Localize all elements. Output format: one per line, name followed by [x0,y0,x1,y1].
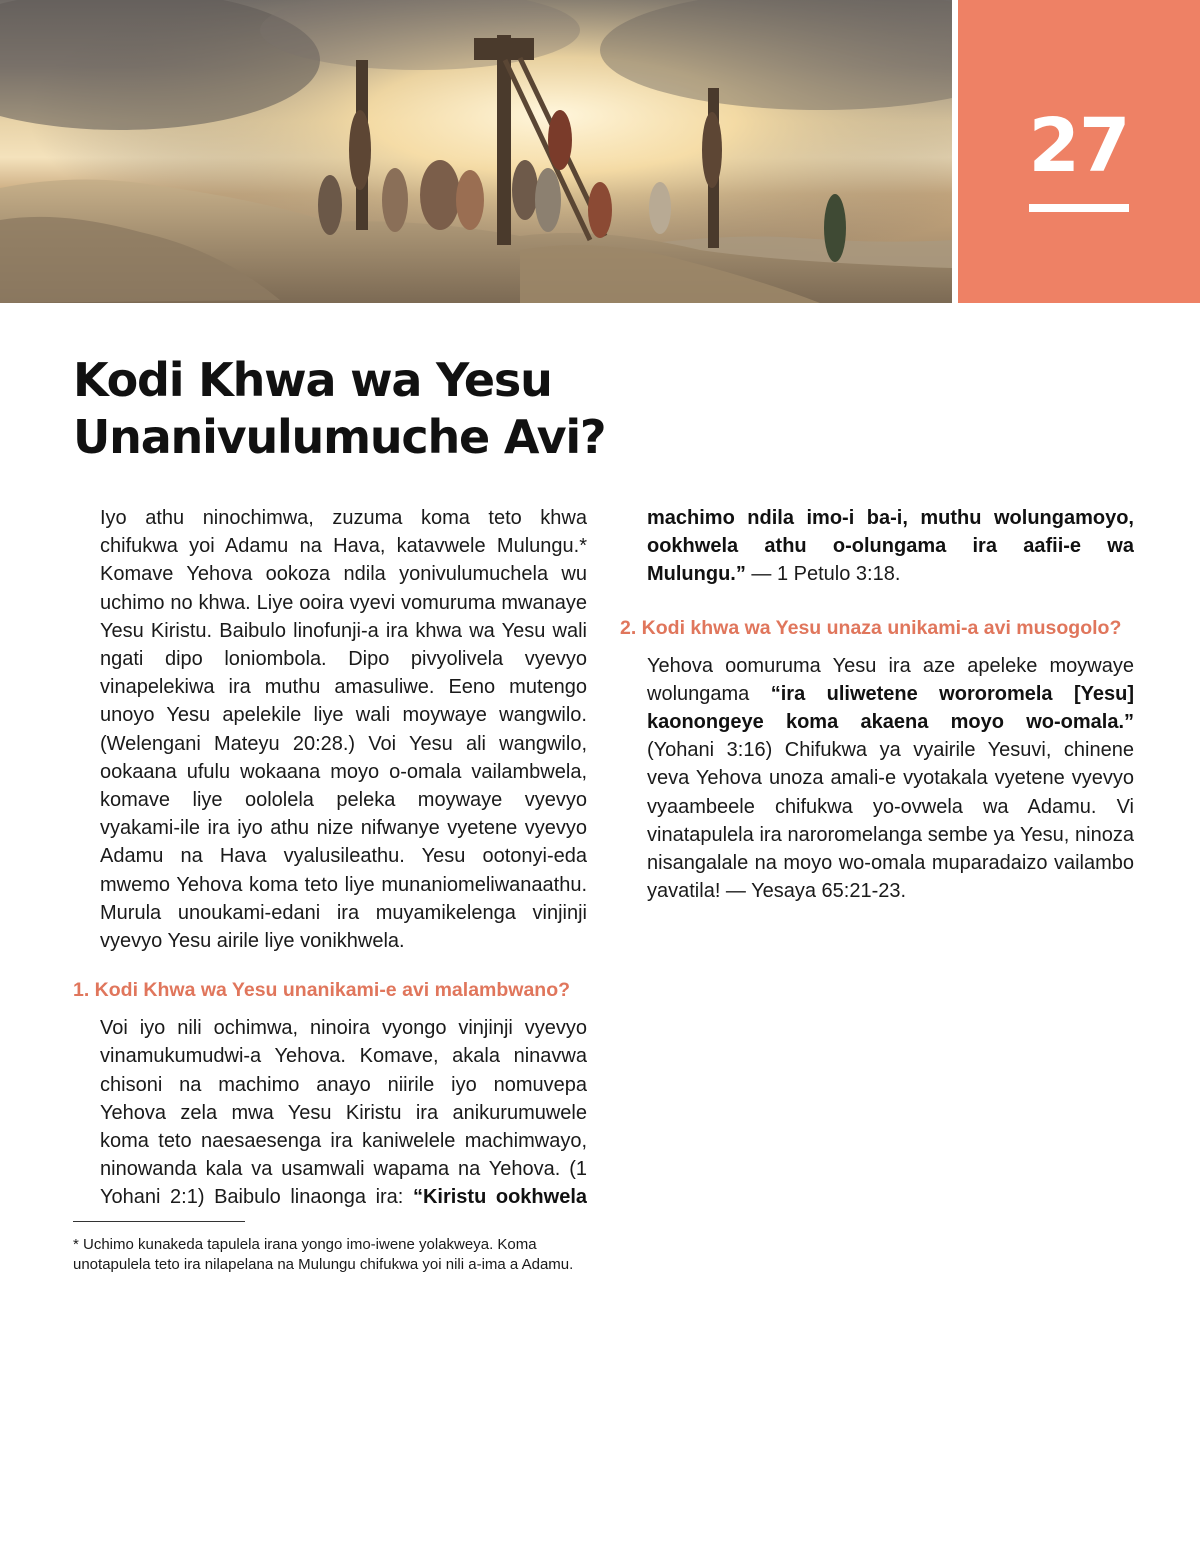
section1-quote: “Kiristu ookhwela [412,1186,587,1209]
page-title [73,352,633,466]
section2-paragraph-rest: (Yohani 3:16) Chifukwa ya vyairile Yesuvi, chinene veva Yehova unoza amali-e vyotakala vyetene vyevyo vyaambeele chifukwa yo-ovwela wa Adamu. Vi vinatapulela ira naroromelanga sembe ya Yesu, ninoza nisangalale na moyo wo-omala muparadaizo vailambo yavatila! — Yesaya 65:21-23. [647,739,1134,903]
intro-paragraph: Iyo athu ninochimwa, zuzuma koma teto khwa chifukwa yoi Adamu na Hava, katavwele Mulungu.* Komave Yehova ookoza ndila yonivulumuchela wu uchimo no khwa. Liye ooira vyevi vomuruma mwanaye Yesu Kiristu. Baibulo linofunji-a ira khwa wa Yesu wali ngati dipo loniombola. Dipo pivyolivela vyevyo vinapelekiwa ira muthu amasuliwe. Eeno mutengo unoyo Yesu apelekile liye wali moywaye wangwilo. (Welengani Mateyu 20:28.) Voi Yesu ali wangwilo, ookaana ufulu wokaana moyo o-omala vailambwela, komave liye oololela peleka moywaye vyevyo vyakami-ile ira iyo athu nize nifwanye vyetene vyevyo Adamu na Hava vyalusileathu. Yesu ootonyi-eda mwemo Yehova koma teto liye munaniomeliwanaathu. Murula unoukami-edani ira muyamikelenga vinjinji vyevyo Yesu airile liye vonikhwela. [100,507,587,953]
page-title-line2: Unanivulumuche Avi? [73,410,606,464]
section1-citation-continued: — 1 Petulo 3:18. [751,563,901,586]
section2-paragraph [647,652,1134,906]
question-2: 2. Kodi khwa wa Yesu unaza unikami-a avi musogolo? [620,616,1122,639]
section1-quote-continued: machimo ndila imo-i ba-i, muthu wolungamoyo, ookhwela athu o-olungama ira aafii-e wa Mulungu.” [647,507,1134,586]
crucifixion-scene-illustration [0,0,952,303]
section1-paragraph [100,1014,587,1211]
footnote: * Uchimo kunakeda tapulela irana yongo imo-iwene yolakweya. Koma unotapulela teto ira nilapelana na Mulungu chifukwa yoi nili a-ima a Adamu. [73,1236,574,1273]
footnote-divider [73,1221,245,1222]
chapter-rule [1029,204,1129,212]
section2-paragraph-lead: Yehova oomuruma Yesu ira aze apeleke moywaye wolungama [647,654,1134,705]
section1-paragraph-continued-clip [620,504,1134,589]
chapter-tab [958,0,1200,303]
right-column [620,504,1134,905]
section2-quote: “ira uliwetene wororomela [Yesu] kaonongeye koma akaena moyo wo-omala.” [647,682,1134,733]
hero-image [0,0,952,303]
question-1: 1. Kodi Khwa wa Yesu unanikami-e avi malambwano? [73,979,571,1002]
section1-paragraph-clip [73,1014,587,1211]
section1-paragraph-text: Voi iyo nili ochimwa, ninoira vyongo vinjinji vyevyo vinamukumudwi-a Yehova. Komave, akala ninavwa chisoni na machimo anayo niirile iyo nomuvepa Yehova zela mwa Yesu Kiristu ira anikurumuwele koma teto naesaesenga ira kaniwelele machimwayo, ninowanda kala va usamwali wapama na Yehova. (1 Yohani 2:1) Baibulo linaonga ira: [100,1017,587,1209]
chapter-number: 27 [1028,103,1130,189]
left-column [73,504,587,1212]
section1-paragraph-continued [647,504,1134,589]
page-title-line1: Kodi Khwa wa Yesu [73,353,552,407]
